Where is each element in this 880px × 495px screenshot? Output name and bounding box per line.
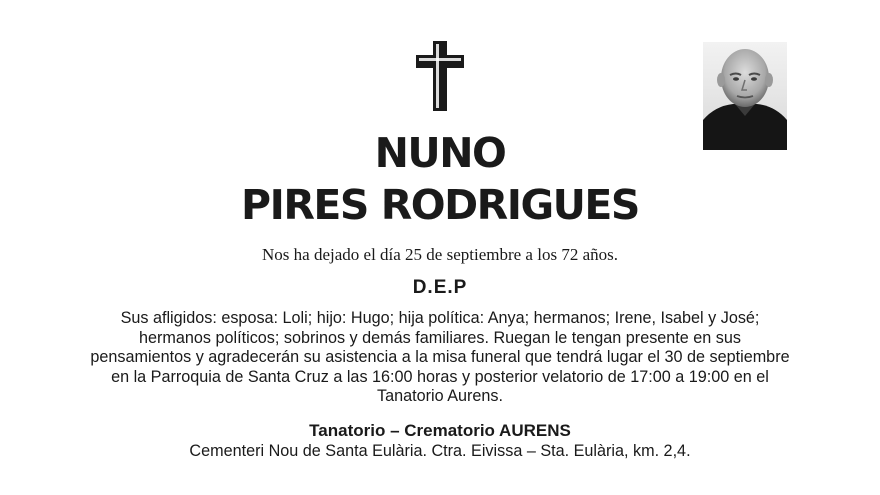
funeral-home-name: Tanatorio – Crematorio AURENS xyxy=(309,421,571,440)
rest-in-peace-label: D.E.P xyxy=(412,277,468,298)
death-announcement: Nos ha dejado el día 25 de septiembre a los 72 años. xyxy=(262,245,618,264)
deceased-first-name: NUNO xyxy=(374,129,506,177)
funeral-home-address: Cementeri Nou de Santa Eulària. Ctra. Eivissa – Sta. Eulària, km. 2,4. xyxy=(189,442,691,460)
obituary-body-text: Sus afligidos: esposa: Loli; hijo: Hugo; hija política: Anya; hermanos; Irene, Isabel y José; hermanos políticos; sobrinos y demás familiares. Ruegan le tengan presente en sus pensamientos y agradecerán su asistencia a la misa funeral que tendrá lugar el 30 de septiembre en la Parroquia de Santa Cruz a las 16:00 horas y posterior velatorio de 17:00 a 19:00 en el Tanatorio Aurens. xyxy=(90,309,790,405)
latin-cross-icon xyxy=(414,41,466,111)
deceased-surnames: PIRES RODRIGUES xyxy=(241,181,639,229)
